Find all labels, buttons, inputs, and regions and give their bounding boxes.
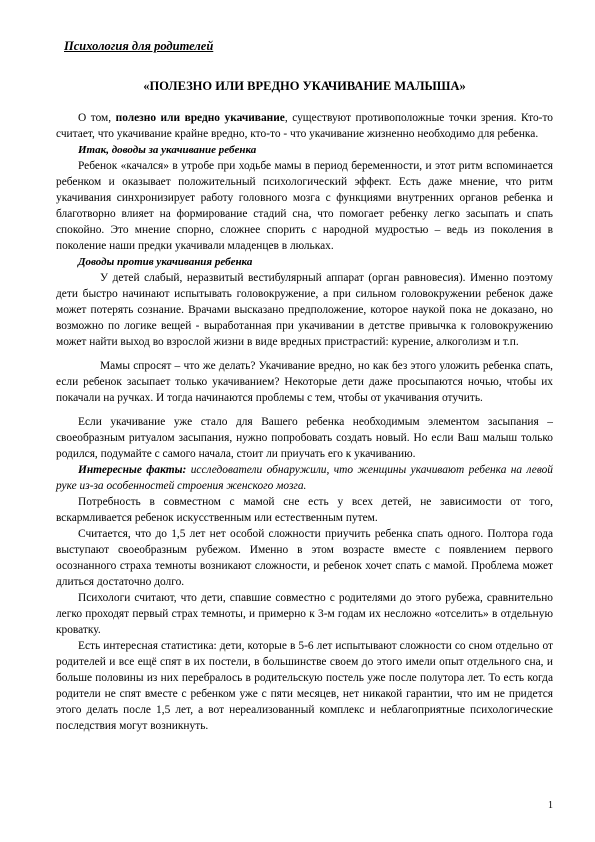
ritual-paragraph: Если укачивание уже стало для Вашего ребенка необходимым элементом засыпания – своеобразным ритуалом засыпания, нужно попробовать создать новый. Но если Ваш малыш только родился, подумайте с самого начала, стоит ли приучать его к укачиванию. bbox=[56, 416, 553, 460]
pros-paragraph: Ребенок «качался» в утробе при ходьбе мамы в период беременности, и этот ритм вспоминается ребенком и оказывает положительный психологический эффект. Есть даже мнение, что ритм укачивания синхронизирует работу головного мозга с функциями внутренних органов ребенка и благотворно влияет на формирование стадий сна, что помогает ребенку легко засыпать и спать спокойно. Это мнение спорно, сложнее спорить с народной мудростью – ведь из поколения в поколение наши предки укачивали младенцев в люльках. bbox=[56, 160, 553, 252]
cons-heading: Доводы против укачивания ребенка bbox=[78, 256, 253, 268]
intro-paragraph bbox=[56, 110, 553, 142]
document-title: «ПОЛЕЗНО ИЛИ ВРЕДНО УКАЧИВАНИЕ МАЛЫША» bbox=[143, 79, 466, 93]
intro-rest: , существуют противоположные точки зрения. Кто-то считает, что укачивание крайне вредно, кто-то - что укачивание жизненно необходимо для ребенка. bbox=[56, 112, 553, 140]
age-paragraph: Считается, что до 1,5 лет нет особой сложности приучить ребенка спать одного. Полтора года выступают своеобразным рубежом. Именно в этом возрасте вместе с появлением первого осознанного страха темноты возникают сложности, и ребенок хочет спать с мамой. Проблема может длиться достаточно долго. bbox=[56, 528, 553, 588]
intro-lead: О том, bbox=[78, 112, 116, 124]
stats-paragraph: Есть интересная статистика: дети, которые в 5-6 лет испытывают сложности со сном отдельно от родителей и все ещё спят в их постели, в большинстве своем до этого имели опыт отдельного сна, и больше половины из них перебралось в родительскую постель уже после полутора лет. То есть когда родители не спят вместе с ребенком уже с пяти месяцев, нет никакой гарантии, что им не придется этого делать после 1,5 лет, а вот нереализованный комплекс и неблагоприятные психологические последствия могут возникнуть. bbox=[56, 640, 553, 732]
psych-paragraph: Психологи считают, что дети, спавшие совместно с родителями до этого рубежа, сравнительно легко проходят первый страх темноты, и примерно к 3-м годам их несложно «отселить» в отдельную кроватку. bbox=[56, 592, 553, 636]
cosleep-paragraph: Потребность в совместном с мамой сне есть у всех детей, не зависимости от того, вскармливается ребенок искусственным или естественным путем. bbox=[56, 496, 553, 524]
intro-bold: полезно или вредно укачивание bbox=[115, 112, 285, 124]
question-paragraph: Мамы спросят – что же делать? Укачивание вредно, но как без этого уложить ребенка спать, если ребенок засыпает только укачиванием? Некоторые дети даже просыпаются ночью, чтобы их покачали на ручках. И тогда начинаются проблемы с тем, чтобы от укачивания отучить. bbox=[56, 360, 553, 404]
page-number: 1 bbox=[548, 800, 553, 811]
section-heading: Психология для родителей bbox=[64, 39, 214, 53]
facts-paragraph bbox=[56, 462, 553, 494]
pros-heading: Итак, доводы за укачивание ребенка bbox=[78, 144, 257, 156]
facts-text: исследователи обнаружили, что женщины укачивают ребенка на левой руке из-за особенностей строения женского мозга. bbox=[56, 464, 554, 492]
document-page bbox=[56, 28, 553, 734]
cons-paragraph: У детей слабый, неразвитый вестибулярный аппарат (орган равновесия). Именно поэтому дети быстро начинают испытывать головокружение, а при сильном головокружении ребенок даже может потерять сознание. Врачами высказано предположение, которое наукой пока не доказано, но возможно по логике вещей - выработанная при укачивании в детстве привычка к головокружению может найти выход во взрослой жизни в виде вредных пристрастий: курение, алкоголизм и т.п. bbox=[56, 272, 553, 348]
facts-lead: Интересные факты: bbox=[78, 464, 187, 476]
